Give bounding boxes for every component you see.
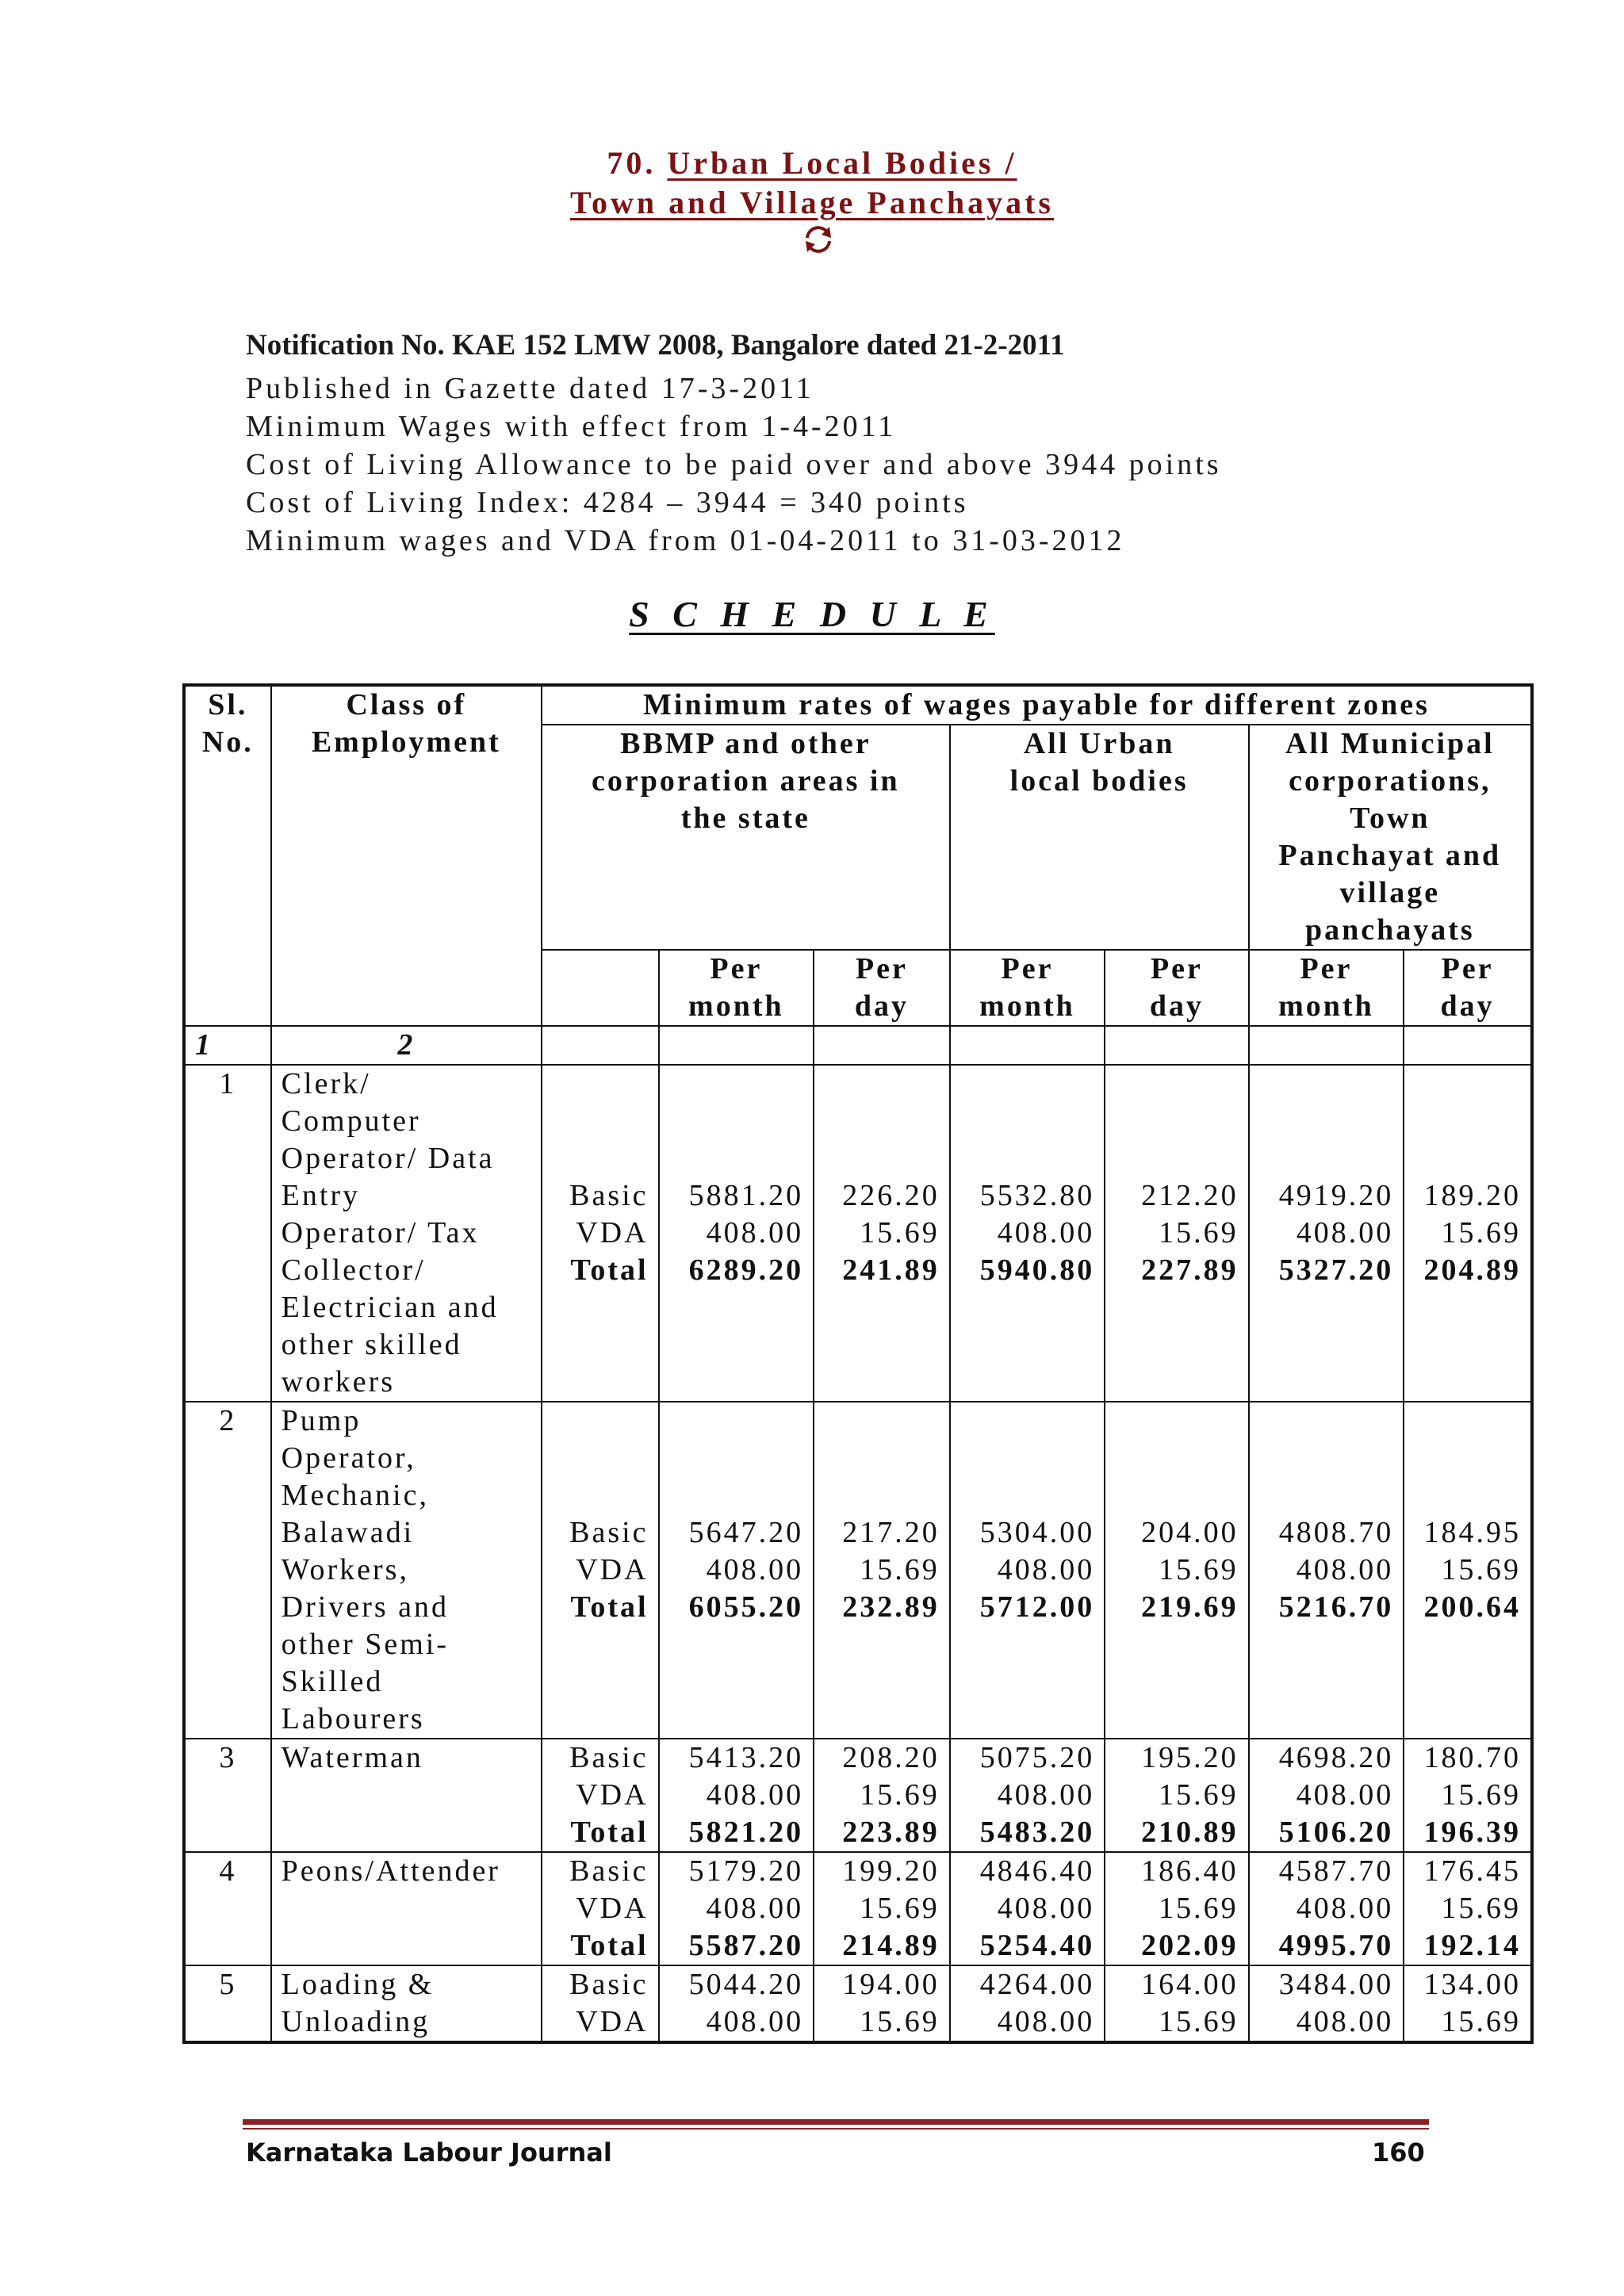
table-row [184, 1965, 1532, 2042]
zone2-header: All Urban local bodies [950, 725, 1249, 950]
zone2-month-cell [950, 1852, 1105, 1965]
wage-value: 15.69 [1441, 1216, 1521, 1249]
wage-value: 4919.20 [1278, 1179, 1394, 1212]
wage-value: 208.20 [842, 1741, 940, 1774]
wage-value: 199.20 [842, 1854, 940, 1888]
zone1-per-day-header: Per day [814, 950, 950, 1026]
table-row [184, 1065, 1532, 1402]
footer-rule-thick [243, 2119, 1429, 2125]
wage-value: 408.00 [706, 2005, 804, 2038]
class-of-employment-cell [271, 1065, 542, 1402]
wage-value: 15.69 [1159, 1892, 1239, 1925]
wage-value: 408.00 [1296, 1892, 1394, 1925]
wage-value: 408.00 [997, 2005, 1095, 2038]
wage-value: 5304.00 [979, 1516, 1095, 1549]
wage-value: 408.00 [1296, 1216, 1394, 1249]
wage-value: 5179.20 [688, 1854, 804, 1888]
label-column-header [542, 950, 659, 1026]
component-label-cell [542, 1852, 659, 1965]
class-line: Entry [281, 1179, 361, 1212]
wage-value: 408.00 [706, 1892, 804, 1925]
header-row-1 [184, 685, 1532, 725]
recycle-icon [801, 222, 836, 257]
zone1-day-cell [814, 1965, 950, 2042]
wage-value: 408.00 [1296, 1778, 1394, 1812]
zone1-day-cell [814, 1852, 950, 1965]
sl-no-header: Sl. No. [184, 685, 271, 1026]
zone3-per-day-header: Per day [1404, 950, 1532, 1026]
meta-line-period: Minimum wages and VDA from 01-04-2011 to 31-03-2012 [246, 524, 1125, 557]
zone3-month-cell [1249, 1852, 1404, 1965]
zone3-day-cell [1404, 1065, 1532, 1402]
zone1-day-cell [814, 1065, 950, 1402]
column-index-row [184, 1026, 1532, 1065]
wage-value: 408.00 [997, 1778, 1095, 1812]
wage-value: 176.45 [1423, 1854, 1521, 1888]
class-line: Operator/ Data [281, 1142, 495, 1175]
sl-no-cell: 1 [184, 1065, 271, 1402]
section-heading-line1 [0, 144, 1624, 182]
wage-value: 5821.20 [688, 1816, 804, 1849]
meta-line-cola: Cost of Living Allowance to be paid over and above 3944 points [246, 448, 1222, 481]
wage-value: 5106.20 [1278, 1816, 1394, 1849]
wage-value: 241.89 [842, 1253, 940, 1287]
wage-value: 408.00 [706, 1778, 804, 1812]
wage-value: 5647.20 [688, 1516, 804, 1549]
wage-value: 15.69 [1159, 1216, 1239, 1249]
class-line: workers [281, 1365, 396, 1399]
wage-value: 5327.20 [1278, 1253, 1394, 1287]
wage-value: 202.09 [1141, 1929, 1239, 1962]
index-cell-1: 1 [184, 1026, 271, 1065]
component-label: Basic [569, 1968, 649, 2001]
zone3-day-cell [1404, 1739, 1532, 1852]
section-number: 70. [607, 145, 657, 181]
wage-value: 15.69 [1441, 1892, 1521, 1925]
zone2-month-cell [950, 1402, 1105, 1739]
zone3-day-cell [1404, 1965, 1532, 2042]
footer-rule-thin [243, 2128, 1429, 2130]
wage-value: 189.20 [1423, 1179, 1521, 1212]
wage-value: 5216.70 [1278, 1590, 1394, 1624]
component-label: VDA [576, 2005, 649, 2038]
wage-value: 219.69 [1141, 1590, 1239, 1624]
wage-value: 5483.20 [979, 1816, 1095, 1849]
wage-value: 6055.20 [688, 1590, 804, 1624]
component-label: Basic [569, 1516, 649, 1549]
wage-value: 4698.20 [1278, 1741, 1394, 1774]
wage-value: 184.95 [1423, 1516, 1521, 1549]
zone1-day-cell [814, 1739, 950, 1852]
zone2-day-cell [1105, 1739, 1248, 1852]
class-line: Workers, [281, 1553, 409, 1586]
section-title-line2: Town and Village Panchayats [570, 185, 1054, 220]
wage-value: 408.00 [997, 1216, 1095, 1249]
zone3-month-cell [1249, 1402, 1404, 1739]
zone2-day-cell [1105, 1065, 1248, 1402]
component-label: Basic [569, 1741, 649, 1774]
wage-value: 6289.20 [688, 1253, 804, 1287]
wage-value: 4846.40 [979, 1854, 1095, 1888]
wage-value: 194.00 [842, 1968, 940, 2001]
wage-value: 5881.20 [688, 1179, 804, 1212]
wage-value: 186.40 [1141, 1854, 1239, 1888]
wage-value: 195.20 [1141, 1741, 1239, 1774]
wage-value: 227.89 [1141, 1253, 1239, 1287]
sl-no-cell: 2 [184, 1402, 271, 1739]
zone2-month-cell [950, 1965, 1105, 2042]
class-line: Mechanic, [281, 1479, 429, 1512]
wage-value: 5413.20 [688, 1741, 804, 1774]
wage-value: 408.00 [706, 1216, 804, 1249]
zone1-month-cell [659, 1065, 814, 1402]
class-of-employment-cell [271, 1739, 542, 1852]
zone1-header: BBMP and other corporation areas in the state [542, 725, 950, 950]
class-line: Waterman [281, 1741, 423, 1774]
zone1-month-cell [659, 1852, 814, 1965]
wage-value: 15.69 [1159, 1778, 1239, 1812]
wage-value: 5532.80 [979, 1179, 1095, 1212]
wage-value: 15.69 [1441, 2005, 1521, 2038]
wage-value: 196.39 [1423, 1816, 1521, 1849]
class-line: other Semi- [281, 1628, 450, 1661]
wage-value: 5044.20 [688, 1968, 804, 2001]
class-line: other skilled [281, 1328, 462, 1361]
component-label: VDA [576, 1216, 649, 1249]
wage-value: 15.69 [860, 2005, 940, 2038]
zone3-per-month-header: Per month [1249, 950, 1404, 1026]
wage-value: 15.69 [860, 1892, 940, 1925]
meta-line-effect: Minimum Wages with effect from 1-4-2011 [246, 410, 897, 443]
class-of-employment-cell [271, 1852, 542, 1965]
wage-value: 217.20 [842, 1516, 940, 1549]
table-row [184, 1852, 1532, 1965]
class-line: Operator/ Tax [281, 1216, 480, 1249]
wage-value: 408.00 [1296, 2005, 1394, 2038]
wage-value: 226.20 [842, 1179, 940, 1212]
zone1-per-month-header: Per month [659, 950, 814, 1026]
sl-no-cell: 3 [184, 1739, 271, 1852]
wage-value: 408.00 [706, 1553, 804, 1586]
component-label: Total [570, 1590, 649, 1624]
component-label: VDA [576, 1778, 649, 1812]
class-header: Class of Employment [271, 685, 542, 1026]
zone1-month-cell [659, 1402, 814, 1739]
wage-value: 3484.00 [1278, 1968, 1394, 2001]
wage-value: 4587.70 [1278, 1854, 1394, 1888]
zone3-month-cell [1249, 1739, 1404, 1852]
sl-no-cell: 5 [184, 1965, 271, 2042]
class-line: Pump [281, 1404, 362, 1437]
zone1-day-cell [814, 1402, 950, 1739]
class-line: Electrician and [281, 1291, 499, 1324]
class-line: Unloading [281, 2005, 431, 2038]
zone3-day-cell [1404, 1402, 1532, 1739]
component-label: Total [570, 1929, 649, 1962]
wage-value: 15.69 [860, 1216, 940, 1249]
zones-header: Minimum rates of wages payable for different zones [542, 685, 1532, 725]
wage-value: 15.69 [1159, 1553, 1239, 1586]
wage-value: 4995.70 [1278, 1929, 1394, 1962]
component-label: VDA [576, 1553, 649, 1586]
class-line: Labourers [281, 1702, 425, 1735]
wage-value: 204.89 [1423, 1253, 1521, 1287]
meta-line-index: Cost of Living Index: 4284 – 3944 = 340 points [246, 486, 969, 519]
wage-value: 15.69 [1441, 1778, 1521, 1812]
zone2-day-cell [1105, 1965, 1248, 2042]
component-label-cell [542, 1402, 659, 1739]
table-row [184, 1402, 1532, 1739]
class-line: Collector/ [281, 1253, 426, 1287]
zone1-month-cell [659, 1739, 814, 1852]
section-title-line1: Urban Local Bodies / [667, 145, 1017, 181]
component-label-cell [542, 1739, 659, 1852]
table-row [184, 1739, 1532, 1852]
wage-value: 408.00 [997, 1553, 1095, 1586]
wage-value: 4264.00 [979, 1968, 1095, 2001]
class-line: Drivers and [281, 1590, 450, 1624]
zone2-day-cell [1105, 1402, 1248, 1739]
wage-rows [184, 1065, 1532, 2042]
component-label: Basic [569, 1854, 649, 1888]
wage-value: 408.00 [1296, 1553, 1394, 1586]
zone2-per-day-header: Per day [1105, 950, 1248, 1026]
class-line: Skilled [281, 1665, 384, 1698]
meta-line-gazette: Published in Gazette dated 17-3-2011 [246, 372, 814, 405]
wage-value: 212.20 [1141, 1179, 1239, 1212]
wage-value: 15.69 [1159, 2005, 1239, 2038]
zone2-month-cell [950, 1065, 1105, 1402]
wage-value: 214.89 [842, 1929, 940, 1962]
wage-value: 408.00 [997, 1892, 1095, 1925]
component-label: VDA [576, 1892, 649, 1925]
component-label: Total [570, 1816, 649, 1849]
wage-value: 15.69 [860, 1778, 940, 1812]
index-cell-2: 2 [271, 1026, 542, 1065]
wage-value: 5712.00 [979, 1590, 1095, 1624]
wage-value: 4808.70 [1278, 1516, 1394, 1549]
wage-value: 5940.80 [979, 1253, 1095, 1287]
wage-value: 223.89 [842, 1816, 940, 1849]
notification-line: Notification No. KAE 152 LMW 2008, Bangalore dated 21-2-2011 [246, 329, 1065, 362]
wage-value: 5254.40 [979, 1929, 1095, 1962]
zone2-month-cell [950, 1739, 1105, 1852]
wage-value: 180.70 [1423, 1741, 1521, 1774]
class-line: Peons/Attender [281, 1854, 500, 1888]
page-number: 160 [1372, 2137, 1425, 2168]
wage-value: 15.69 [1441, 1553, 1521, 1586]
class-line: Operator, [281, 1441, 416, 1475]
class-line: Balawadi [281, 1516, 415, 1549]
class-of-employment-cell [271, 1402, 542, 1739]
wage-schedule-table [182, 683, 1534, 2044]
class-line: Computer [281, 1104, 421, 1138]
zone3-month-cell [1249, 1965, 1404, 2042]
zone2-day-cell [1105, 1852, 1248, 1965]
wage-value: 134.00 [1423, 1968, 1521, 2001]
zone3-header: All Municipal corporations, Town Panchayat and village panchayats [1249, 725, 1532, 950]
zone2-per-month-header: Per month [950, 950, 1105, 1026]
component-label: Total [570, 1253, 649, 1287]
wage-value: 210.89 [1141, 1816, 1239, 1849]
wage-value: 204.00 [1141, 1516, 1239, 1549]
wage-value: 164.00 [1141, 1968, 1239, 2001]
sl-no-cell: 4 [184, 1852, 271, 1965]
class-line: Loading & [281, 1968, 435, 2001]
journal-name: Karnataka Labour Journal [246, 2137, 612, 2168]
zone3-day-cell [1404, 1852, 1532, 1965]
component-label-cell [542, 1965, 659, 2042]
class-of-employment-cell [271, 1965, 542, 2042]
zone1-month-cell [659, 1965, 814, 2042]
wage-value: 5587.20 [688, 1929, 804, 1962]
class-line: Clerk/ [281, 1067, 371, 1100]
component-label-cell [542, 1065, 659, 1402]
wage-value: 15.69 [860, 1553, 940, 1586]
component-label: Basic [569, 1179, 649, 1212]
wage-value: 200.64 [1423, 1590, 1521, 1624]
wage-value: 232.89 [842, 1590, 940, 1624]
wage-value: 192.14 [1423, 1929, 1521, 1962]
wage-value: 5075.20 [979, 1741, 1095, 1774]
schedule-title: S C H E D U L E [629, 594, 995, 634]
zone3-month-cell [1249, 1065, 1404, 1402]
section-heading-line2 [0, 184, 1624, 221]
